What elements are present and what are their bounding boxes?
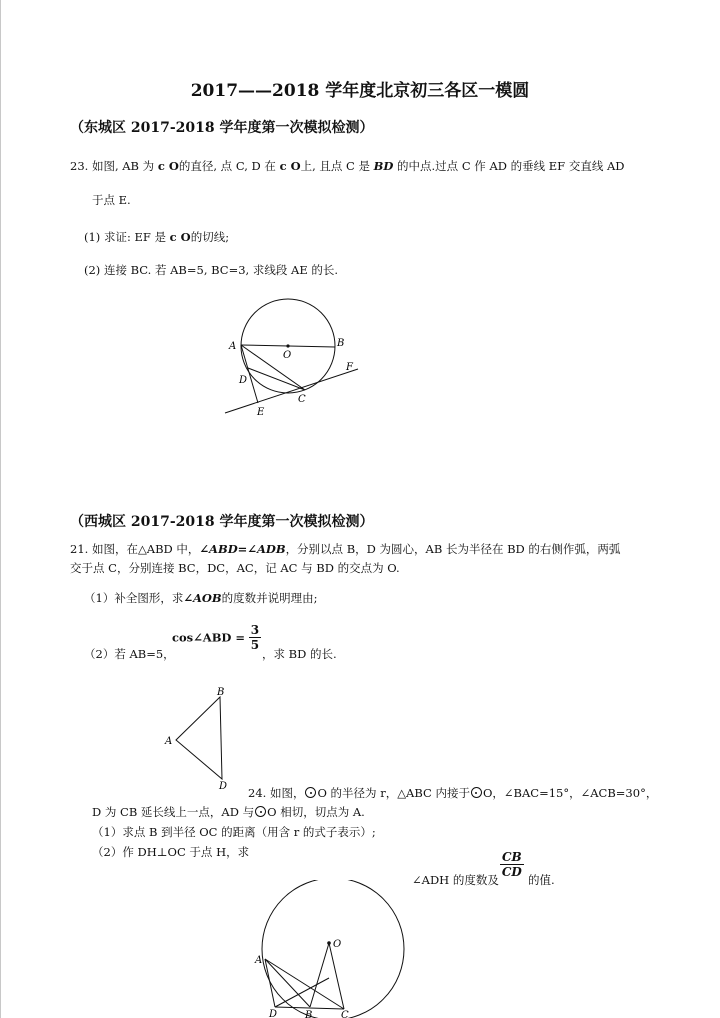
label-c: C: [298, 394, 306, 405]
label-b: B: [217, 687, 225, 698]
fraction-3-5: $\frac{3}{5}$: [250, 623, 260, 652]
circle-dot-icon: [255, 806, 266, 817]
problem-24-line2: D 为 CB 延长线上一点，AD 与 O 相切，切点为 A.: [92, 805, 365, 819]
label-o: O: [283, 350, 292, 361]
label-b: B: [337, 338, 345, 349]
problem-21-line2: 交于点 C，分别连接 BC，DC，AC，记 AC 与 BD 的交点为 O.: [70, 561, 400, 575]
problem-23-line1: 23. 如图, AB 为 c O的直径, 点 C, D 在 c O上, 且点 C 是 BD 的中点.过点 C 作 AD 的垂线 EF 交直线 AD: [70, 159, 625, 173]
label-b: B: [305, 1010, 313, 1018]
problem-24-part2-cont: ∠ADH 的度数及: [412, 873, 499, 887]
circle-dot-icon: [305, 787, 316, 798]
circle-dot-icon: [471, 787, 482, 798]
label-o: O: [333, 939, 342, 950]
label-d: D: [219, 781, 228, 792]
center-point: [327, 941, 331, 945]
label-a: A: [165, 736, 173, 747]
figure-circle-tangent: [220, 290, 370, 420]
line-ac: [241, 345, 305, 390]
fraction-cb-cd: $\frac{CB}{CD}$: [501, 850, 522, 879]
angle-aob: ∠AOB: [183, 591, 222, 605]
line-ad: [265, 959, 275, 1007]
problem-24-part2: （2）作 DH⊥OC 于点 H，求: [92, 845, 250, 859]
label-a: A: [255, 955, 263, 966]
problem-21-part2-label: （2）若 AB=5，: [84, 647, 175, 661]
page-title: 2017——2018 学年度北京初三各区一模圆: [190, 81, 530, 101]
line-dc: [275, 1007, 344, 1009]
page-left-border: [0, 0, 1, 1018]
circle-o-symbol: c O: [169, 230, 191, 244]
label-d: D: [239, 375, 248, 386]
problem-24-part2-end: 的值.: [528, 873, 555, 887]
label-f: F: [346, 362, 353, 373]
label-e: E: [257, 407, 265, 418]
section-heading-dongcheng: （东城区 2017-2018 学年度第一次模拟检测）: [70, 120, 374, 136]
problem-24-part1: （1）求点 B 到半径 OC 的距离（用含 r 的式子表示）;: [92, 825, 376, 839]
line-dc: [248, 368, 305, 390]
center-point: [286, 344, 289, 347]
arc-bd-symbol: BD: [373, 159, 394, 173]
problem-23-line2: 于点 E.: [92, 193, 131, 207]
angle-expression: ∠ABD=∠ADB: [199, 542, 286, 556]
radius-oc: [329, 943, 344, 1009]
line-ae: [241, 345, 258, 403]
problem-24-line1: 24. 如图， O 的半径为 r，△ABC 内接于 O，∠BAC=15°，∠ACB=30°，: [248, 786, 658, 800]
label-a: A: [229, 341, 237, 352]
cos-formula: cos∠ABD = $\frac{3}{5}$: [172, 623, 260, 652]
label-c: C: [341, 1010, 349, 1018]
problem-23-part1: (1) 求证: EF 是 c O的切线;: [84, 230, 230, 244]
triangle-abd: [176, 697, 222, 779]
problem-23-part2: (2) 连接 BC. 若 AB=5, BC=3, 求线段 AE 的长.: [84, 263, 339, 277]
figure-triangle-abd: [160, 685, 240, 795]
problem-21-part2-rest: ，求 BD 的长.: [262, 647, 337, 661]
problem-21-part1: （1）补全图形，求∠AOB的度数并说明理由;: [84, 591, 318, 605]
section-heading-xicheng: （西城区 2017-2018 学年度第一次模拟检测）: [70, 514, 374, 530]
label-d: D: [269, 1009, 278, 1018]
circle-o-symbol: c O: [157, 159, 179, 173]
figure-circle-abc: [245, 880, 420, 1018]
problem-21-line1: 21. 如图，在△ABD 中，∠ABD=∠ADB，分别以点 B，D 为圆心，AB 长为半径在 BD 的右侧作弧，两弧: [70, 542, 621, 556]
circle-o-symbol: c O: [279, 159, 301, 173]
